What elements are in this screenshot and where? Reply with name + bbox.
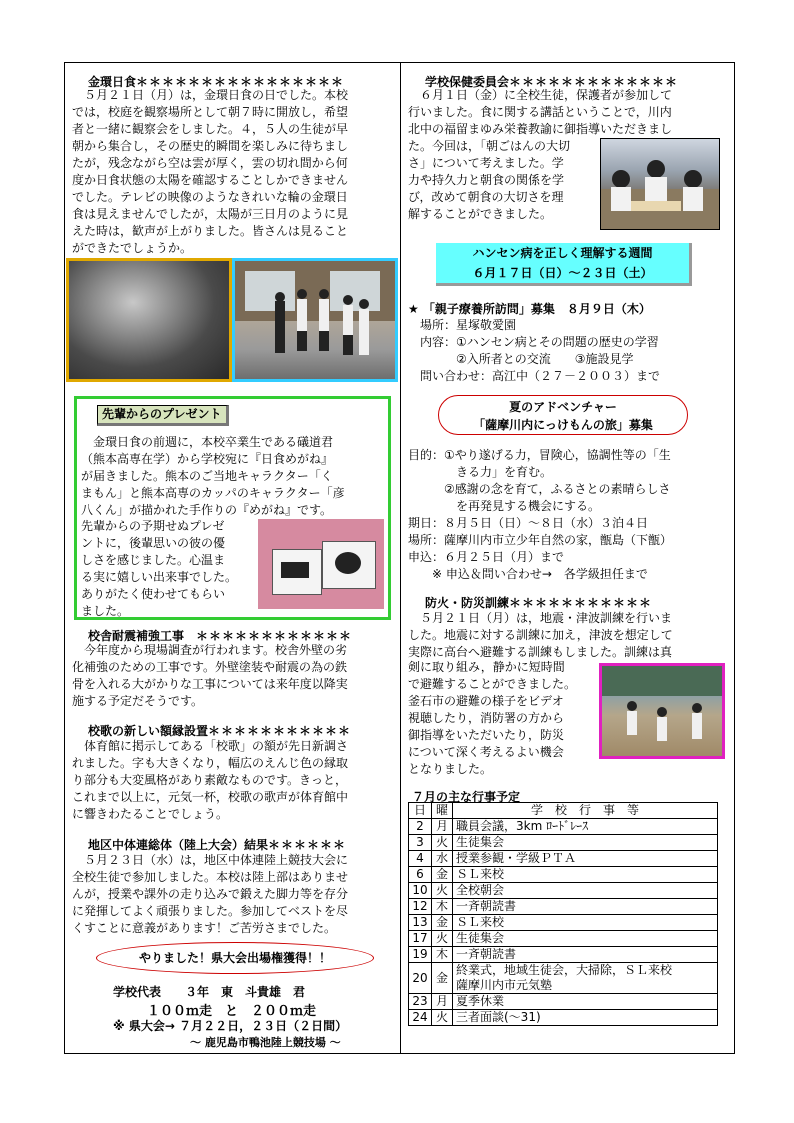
adventure-oval: 夏のアドベンチャー 「薩摩川内にっけもんの旅」募集 — [438, 395, 688, 435]
athletics-prefectural: ※ 県大会→ ７月２２日，２３日（２日間） — [113, 1019, 348, 1033]
athletics-heading: 地区中体連総体（陸上大会）結果＊＊＊＊＊＊ — [88, 838, 347, 852]
schedule-event: 一斉朝読書 — [453, 899, 718, 915]
schedule-day: 4 — [409, 851, 432, 867]
schedule-weekday: 水 — [432, 851, 453, 867]
schedule-event: 生徒集会 — [453, 835, 718, 851]
schedule-row — [409, 883, 718, 899]
present-box — [74, 396, 391, 620]
schedule-day: 17 — [409, 931, 432, 947]
schedule-event: 授業参観・学級ＰＴＡ — [453, 851, 718, 867]
athletics-body: ５月２３日（水）は，地区中体連陸上競技大会に 全校生徒で参加しました。本校は陸上部はありませ んが，授業や課外の走り込みで鍛えた脚力等を存分 に発揮してよく頑張りました。参加してベストを尽 くすことに意義があります！ご苦労さまでした。 — [72, 853, 349, 935]
present-body-2: 先輩からの予期せぬプレゼ ントに，後輩思いの彼の優 しさを感じました。心温ま る実に嬉しい出来事でした。 ありがたく使わせてもらい ました。 — [81, 519, 238, 618]
schedule-row — [409, 819, 718, 835]
seismic-body: 今年度から現場調査が行われます。校舎外壁の劣 化補強のための工事です。外壁塗装や耐震の為の鉄 骨を入れる大がかりな工事については来年度以降実 施する予定だそうです。 — [72, 643, 348, 708]
schedule-weekday: 木 — [432, 947, 453, 963]
schedule-event: 終業式，地域生徒会，大掃除，ＳＬ来校 薩摩川内市元気塾 — [453, 963, 718, 994]
schedule-weekday: 月 — [432, 819, 453, 835]
schedule-day: 3 — [409, 835, 432, 851]
schedule-day: 13 — [409, 915, 432, 931]
hansen-body: 場所：星塚敬愛園 内容：①ハンセン病とその問題の歴史の学習 ②入所者との交流 ③施設見学 問い合わせ：高江中（２７－２００３）まで — [420, 318, 661, 383]
schedule-header-event: 学 校 行 事 等 — [453, 803, 718, 819]
present-body: 金環日食の前週に，本校卒業生である礒道君 （熊本高専在学）から学校宛に『日食めがね』 が届きました。熊本のご当地キャラクター「く まもん」と熊本高専のカッパのキャラクター「彦 八くん」が描かれた手作りの『めがね』です。 — [81, 435, 345, 517]
schedule-row — [409, 835, 718, 851]
schedule-weekday: 火 — [432, 883, 453, 899]
adventure-body: 目的：①やり遂げる力，冒険心，協調性等の「生 きる力」を育む。 ②感謝の念を育て，ふるさとの素晴らしさ を再発見する機会にする。 期日：８月５日（日）～８日（水）３泊４日 場所：薩摩川内市立少年自然の家，甑島（下甑） 申込：６月２５日（月）まで ※ 申込＆問い合わせ→ 各学級担任まで — [408, 448, 673, 581]
schedule-day: 19 — [409, 947, 432, 963]
schedule-event: 一斉朝読書 — [453, 947, 718, 963]
schedule-day: 12 — [409, 899, 432, 915]
schedule-weekday: 金 — [432, 867, 453, 883]
drill-body: ５月２１日（月）は，地震・津波訓練を行いま した。地震に対する訓練に加え，津波を想定して 実際に高台へ避難する訓練もしました。訓練は真 — [408, 611, 673, 659]
eclipse-heading: 金環日食＊＊＊＊＊＊＊＊＊＊＊＊＊＊＊＊ — [88, 75, 345, 89]
schedule-event: 夏季休業 — [453, 994, 718, 1010]
athletics-venue: ～ 鹿児島市鴨池陸上競技場 ～ — [190, 1036, 341, 1049]
schedule-event: ＳＬ来校 — [453, 867, 718, 883]
schedule-day: 6 — [409, 867, 432, 883]
schedule-event: ＳＬ来校 — [453, 915, 718, 931]
schedule-row — [409, 994, 718, 1010]
schedule-header-day: 日 — [409, 803, 432, 819]
athletics-events: １００ｍ走 と ２００ｍ走 — [147, 1004, 317, 1019]
schedule-event: 職員会議，3km ﾛｰﾄﾞﾚｰｽ — [453, 819, 718, 835]
schedule-row — [409, 931, 718, 947]
schedule-day: 24 — [409, 1010, 432, 1026]
seismic-heading: 校舎耐震補強工事 ＊＊＊＊＊＊＊＊＊＊＊＊ — [88, 629, 353, 643]
schedule-weekday: 火 — [432, 931, 453, 947]
schedule-event: 全校朝会 — [453, 883, 718, 899]
schedule-row — [409, 867, 718, 883]
frame-heading: 校歌の新しい額縁設置＊＊＊＊＊＊＊＊＊＊＊ — [88, 724, 352, 738]
schedule-row — [409, 851, 718, 867]
schedule-weekday: 金 — [432, 963, 453, 994]
students-silhouette — [235, 261, 395, 379]
frame-body: 体育館に掲示してある「校歌」の額が先日新調さ れました。字も大きくなり，幅広のえんじ色の縁取 り部分も大変風格があり素敵なものです。きっと， これまで以上に，元気一杯，校歌の歌声が体育館中 に響きわたることでしょう。 — [72, 739, 349, 821]
schedule-row — [409, 915, 718, 931]
eclipse-sky-photo — [66, 258, 232, 382]
glasses-card-left — [272, 549, 322, 595]
hansen-title: ★ 「親子療養所訪問」募集 ８月９日（木） — [408, 302, 651, 316]
schedule-row — [409, 963, 718, 994]
glasses-card-right — [322, 541, 376, 589]
pta-body-2: た。今回は，「朝ごはんの大切 さ」について考えました。学 力や持久力と朝食の関係を学 び，改めて朝食の大切さを理 解することができました。 — [408, 139, 571, 221]
pta-body: ６月１日（金）に全校生徒，保護者が参加して 行いました。食に関する講話ということで，川内 北中の福留まゆみ栄養教諭に御指導いただきまし — [408, 88, 673, 136]
eclipse-body: ５月２１日（月）は，金環日食の日でした。本校 では，校庭を観察場所として朝７時に開放し，希望 者と一緒に観察会をしました。４，５人の生徒が早 朝から集合し，その歴史的瞬間を楽しみに待ちまし たが，残念ながら空は雲が厚く，雲の切れ間から何 度か日食状態の太陽を確認することしかできません でした。テレビの映像のようなきれいな輪の金環日 食は見えませんでしたが，太陽が三日月のように見 えた時は，歓声が上がりました。皆さんは見ること ができたでしょうか。 — [72, 88, 349, 255]
athletics-rep: 学校代表 ３年 東 斗貴雄 君 — [113, 985, 306, 999]
lunch-scene — [601, 139, 719, 229]
schedule-weekday: 木 — [432, 899, 453, 915]
schedule-day: 23 — [409, 994, 432, 1010]
athletics-oval: やりました！県大会出場権獲得！！ — [96, 942, 374, 974]
schedule-row — [409, 1010, 718, 1026]
schedule-row — [409, 899, 718, 915]
schedule-header-weekday: 曜 — [432, 803, 453, 819]
drill-body-2: 剣に取り組み，静かに短時間 で避難することができました。 釜石市の避難の様子をビデオ 視聴したり，消防署の方から 御指導をいただいたり，防災 について深く考えるよい機会 となりました。 — [408, 660, 577, 776]
column-divider — [400, 62, 401, 1054]
schedule-event: 三者面談(～31) — [453, 1010, 718, 1026]
drill-photo — [599, 663, 725, 759]
pta-lunch-photo — [600, 138, 720, 230]
schedule-title: ７月の主な行事予定 — [412, 790, 521, 804]
schedule-weekday: 月 — [432, 994, 453, 1010]
schedule-weekday: 火 — [432, 1010, 453, 1026]
schedule-row — [409, 947, 718, 963]
schedule-table — [408, 802, 718, 1026]
schedule-event: 生徒集会 — [453, 931, 718, 947]
drill-scene — [602, 666, 722, 756]
hansen-banner: ハンセン病を正しく理解する週間 ６月１７日（日）～２３日（土） — [436, 243, 692, 286]
schedule-day: 2 — [409, 819, 432, 835]
schedule-day: 10 — [409, 883, 432, 899]
drill-heading: 防火・防災訓練＊＊＊＊＊＊＊＊＊＊＊ — [425, 596, 653, 610]
schedule-header-row — [409, 803, 718, 819]
present-heading: 先輩からのプレゼント — [97, 405, 229, 426]
students-viewing-photo — [232, 258, 398, 382]
pta-heading: 学校保健委員会＊＊＊＊＊＊＊＊＊＊＊＊＊ — [425, 75, 679, 89]
schedule-weekday: 金 — [432, 915, 453, 931]
schedule-weekday: 火 — [432, 835, 453, 851]
eclipse-glasses-photo — [258, 519, 384, 609]
schedule-day: 20 — [409, 963, 432, 994]
